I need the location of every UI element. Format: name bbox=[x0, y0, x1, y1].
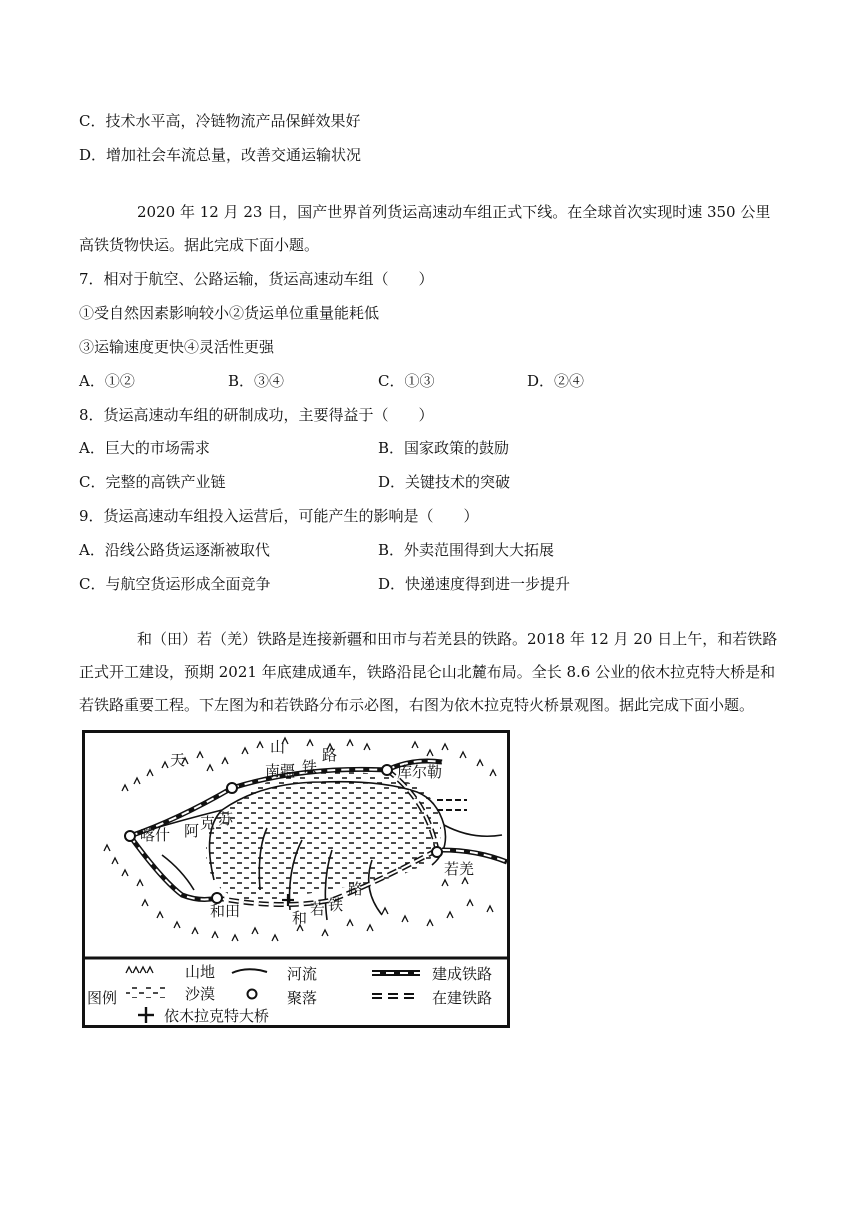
label-tie: 铁 bbox=[328, 896, 344, 914]
q8-stem: 8．货运高速动车组的研制成功，主要得益于（ ） bbox=[79, 406, 434, 424]
q6-option-c: C．技术水平高，冷链物流产品保鲜效果好 bbox=[79, 112, 361, 130]
label-lu-top: 路 bbox=[322, 746, 338, 764]
q7-option-d: D．②④ bbox=[527, 372, 585, 390]
q7-statements-1: ①受自然因素影响较小②货运单位重量能耗低 bbox=[79, 304, 380, 322]
q7-statements-2: ③运输速度更快④灵活性更强 bbox=[79, 338, 275, 356]
label-tie-top: 铁 bbox=[302, 758, 318, 776]
label-a: 阿 bbox=[184, 822, 200, 840]
q7-stem: 7．相对于航空、公路运输，货运高速动车组（ ） bbox=[79, 270, 434, 288]
label-korla: 库尔勒 bbox=[397, 763, 443, 781]
q9-option-d: D．快递速度得到进一步提升 bbox=[378, 575, 571, 593]
legend-river: 河流 bbox=[287, 965, 318, 983]
q9-option-a: A．沿线公路货运逐渐被取代 bbox=[79, 541, 270, 559]
q6-option-d: D．增加社会车流总量，改善交通运输状况 bbox=[79, 146, 362, 164]
legend-desert-swatch bbox=[126, 986, 166, 998]
legend-bridge: 依木拉克特大桥 bbox=[164, 1007, 270, 1025]
label-ruo: 若 bbox=[310, 900, 326, 918]
legend-settlement: 聚落 bbox=[287, 989, 318, 1007]
hotan-ruoqiang-railway-map bbox=[82, 730, 510, 1028]
label-hotan: 和田 bbox=[210, 902, 241, 920]
q8-option-b: B．国家政策的鼓励 bbox=[378, 439, 510, 457]
passage-freight-emu: 2020 年 12 月 23 日，国产世界首列货运高速动车组正式下线。在全球首次实现时速 350 公里高铁货物快运。据此完成下面小题。 bbox=[79, 203, 771, 254]
q8-option-d: D．关键技术的突破 bbox=[378, 473, 511, 491]
passage-hotan-ruoqiang: 和（田）若（羌）铁路是连接新疆和田市与若羌县的铁路。2018 年 12 月 20 日上午，和若铁路正式开工建设，预期 2021 年底建成通车，铁路沿昆仑山北麓布局。全长 8.6 公业的依木拉克特大桥是和若铁路重要工程。下左图为和若铁路分布示必图，右图为依木拉克特火桥景观图。据此完成下面小题。 bbox=[79, 630, 778, 714]
legend-mountain: 山地 bbox=[185, 963, 216, 981]
legend-title: 图例 bbox=[87, 989, 118, 1007]
legend-settlement-icon bbox=[248, 990, 257, 999]
q9-option-c: C．与航空货运形成全面竞争 bbox=[79, 575, 271, 593]
label-lu: 路 bbox=[348, 880, 364, 898]
q9-option-b: B．外卖范围得到大大拓展 bbox=[378, 541, 555, 559]
label-ruoqiang: 若羌 bbox=[444, 860, 475, 878]
q8-option-a: A．巨大的市场需求 bbox=[79, 439, 210, 457]
label-shan: 山 bbox=[270, 738, 286, 756]
q8-option-c: C．完整的高铁产业链 bbox=[79, 473, 226, 491]
label-tian: 天 bbox=[170, 751, 186, 769]
q9-stem: 9．货运高速动车组投入运营后，可能产生的影响是（ ） bbox=[79, 507, 479, 525]
label-ke: 克 bbox=[200, 814, 216, 832]
q7-option-b: B．③④ bbox=[228, 372, 285, 390]
legend-desert: 沙漠 bbox=[185, 985, 216, 1003]
q7-option-a: A．①② bbox=[79, 372, 135, 390]
legend-built-railway: 建成铁路 bbox=[432, 965, 493, 983]
label-nanjiang: 南疆 bbox=[265, 762, 296, 780]
q7-option-c: C．①③ bbox=[378, 372, 435, 390]
label-su: 苏 bbox=[218, 810, 234, 828]
legend-building-railway: 在建铁路 bbox=[432, 989, 493, 1007]
label-kashgar: 喀什 bbox=[140, 826, 171, 844]
label-he: 和 bbox=[292, 909, 308, 927]
